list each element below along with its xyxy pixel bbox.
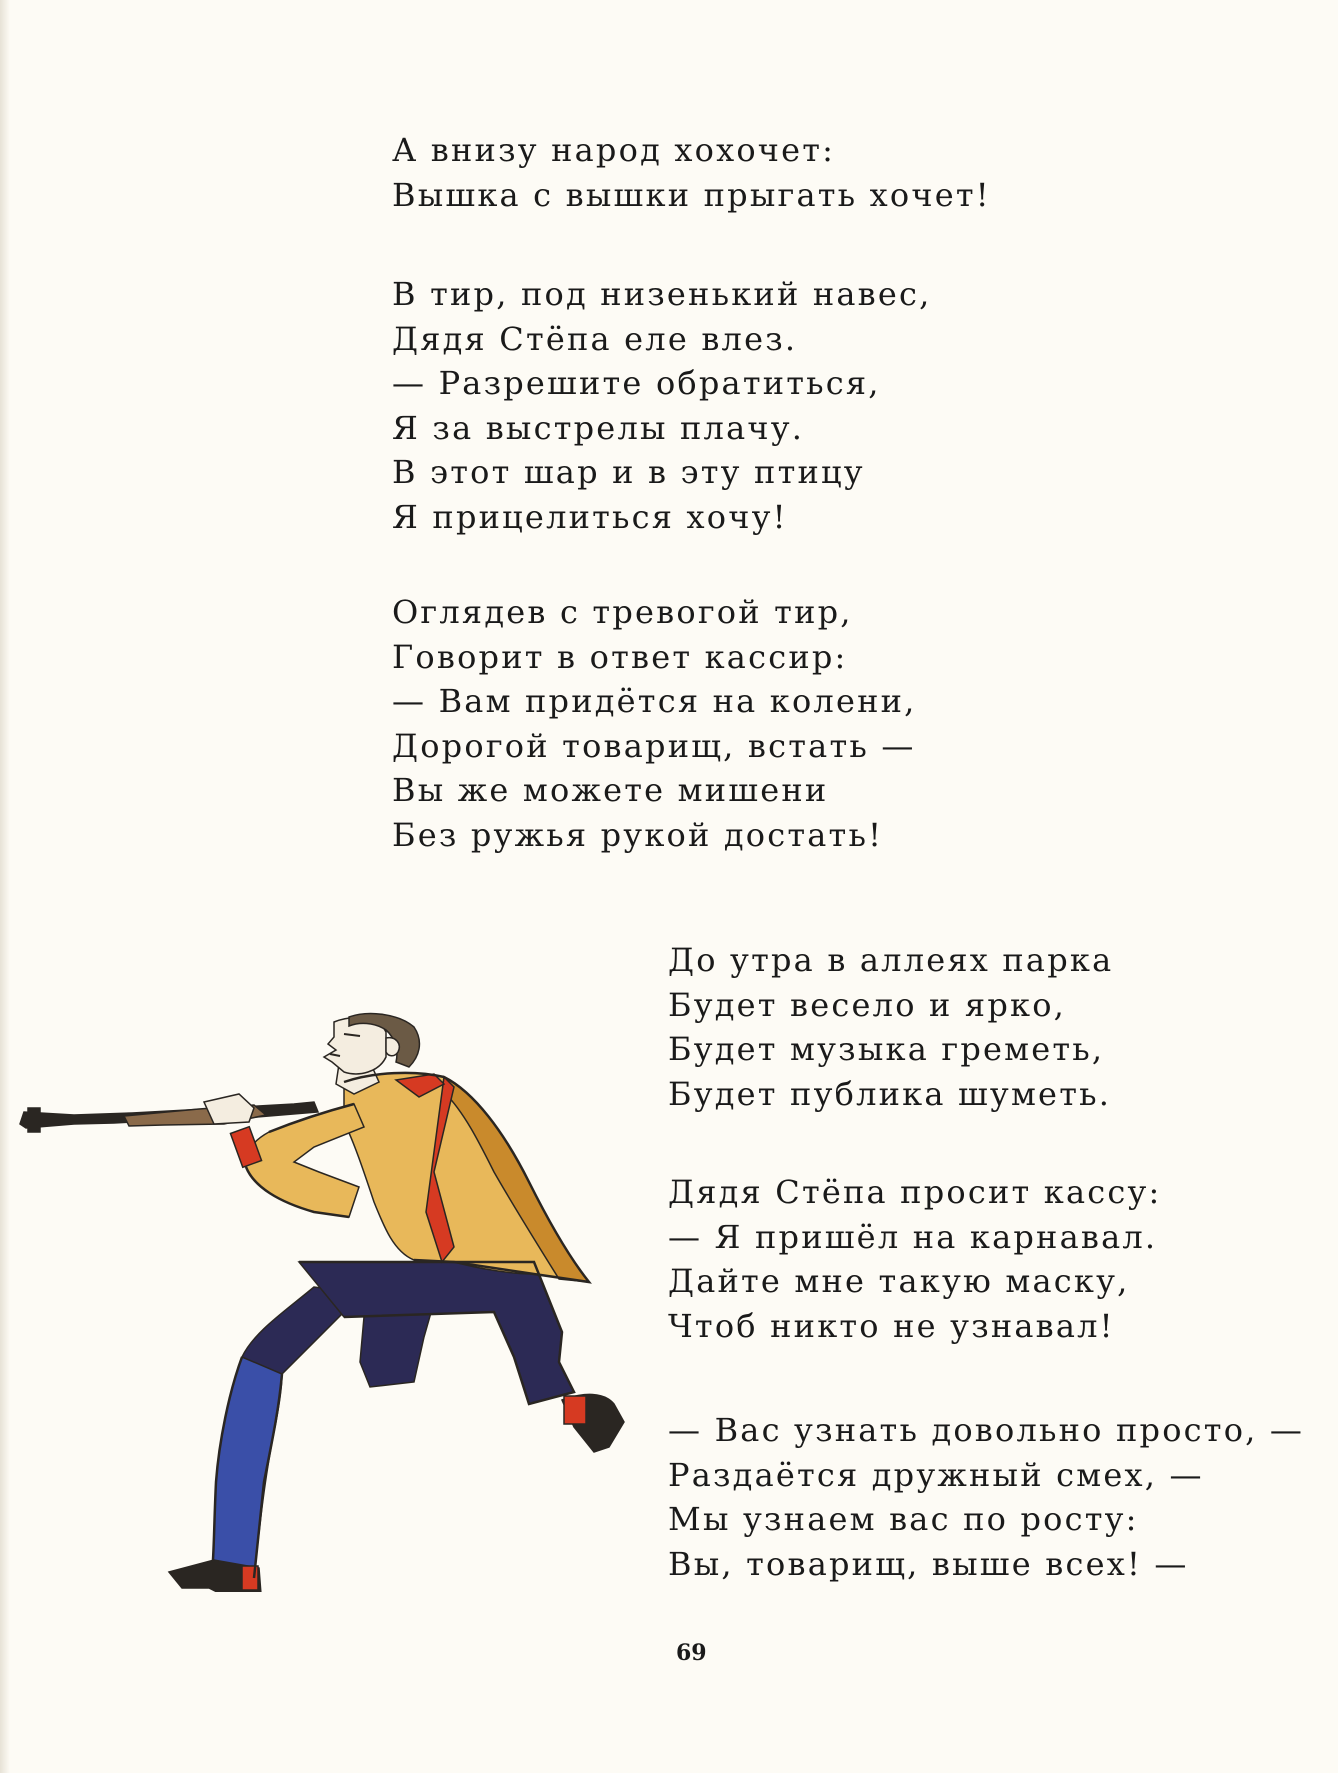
verse-line: Дайте мне такую маску, xyxy=(668,1262,1130,1300)
verse-line: Оглядев с тревогой тир, xyxy=(392,593,853,631)
verse-line: Без ружья рукой достать! xyxy=(392,815,884,854)
stanza-4 xyxy=(668,938,1113,1116)
page-edge xyxy=(0,0,10,1773)
page-number: 69 xyxy=(676,1640,707,1666)
head xyxy=(324,1014,419,1074)
verse-line: В этот шар и в эту птицу xyxy=(392,453,865,491)
verse-line: Мы узнаем вас по росту: xyxy=(668,1500,1139,1538)
front-arm xyxy=(246,1104,364,1217)
verse-line: Вышка с вышки прыгать хочет! xyxy=(392,175,991,214)
rifle xyxy=(20,1102,318,1132)
hand xyxy=(204,1094,254,1124)
verse-line: Будет публика шуметь. xyxy=(668,1074,1112,1113)
stanza-2 xyxy=(392,272,932,539)
verse-line: — Я пришёл на карнавал. xyxy=(668,1217,1158,1256)
verse-line: Я за выстрелы плачу. xyxy=(392,408,805,447)
verse-line: Дорогой товарищ, встать — xyxy=(392,726,916,765)
verse-line: В тир, под низенький навес, xyxy=(392,275,932,313)
lower-leg xyxy=(212,1357,282,1578)
back-sock xyxy=(564,1396,586,1424)
stanza-3 xyxy=(392,590,917,857)
verse-line: Дядя Стёпа еле влез. xyxy=(392,319,798,358)
trousers-thigh xyxy=(299,1262,574,1404)
cuff xyxy=(230,1127,261,1168)
verse-line: Будет музыка греметь, xyxy=(668,1030,1105,1068)
stanza-5 xyxy=(668,1170,1162,1348)
verse-line: Говорит в ответ кассир: xyxy=(392,637,848,676)
verse-line: Я прицелиться хочу! xyxy=(392,497,788,536)
verse-line: — Разрешите обратиться, xyxy=(392,364,881,402)
verse-line: — Вам придётся на колени, xyxy=(392,682,917,720)
verse-line: Вы, товарищ, выше всех! — xyxy=(668,1544,1189,1583)
stanza-6 xyxy=(668,1408,1304,1586)
verse-line: Будет весело и ярко, xyxy=(668,985,1067,1024)
verse-line: До утра в аллеях парка xyxy=(668,941,1114,979)
verse-line: Вы же можете мишени xyxy=(392,771,829,809)
verse-line: Раздаётся дружный смех, — xyxy=(668,1455,1204,1494)
rifle-muzzle xyxy=(28,1108,40,1132)
verse-line: А внизу народ хохочет: xyxy=(392,131,836,169)
verse-line: Дядя Стёпа просит кассу: xyxy=(668,1173,1162,1211)
stanza-1 xyxy=(392,128,991,217)
ear xyxy=(386,1038,399,1056)
verse-line: Чтоб никто не узнавал! xyxy=(668,1306,1115,1345)
kneeling-rifleman-illustration xyxy=(14,1012,646,1592)
verse-line: — Вас узнать довольно просто, — xyxy=(668,1411,1305,1449)
trousers xyxy=(212,1262,574,1578)
